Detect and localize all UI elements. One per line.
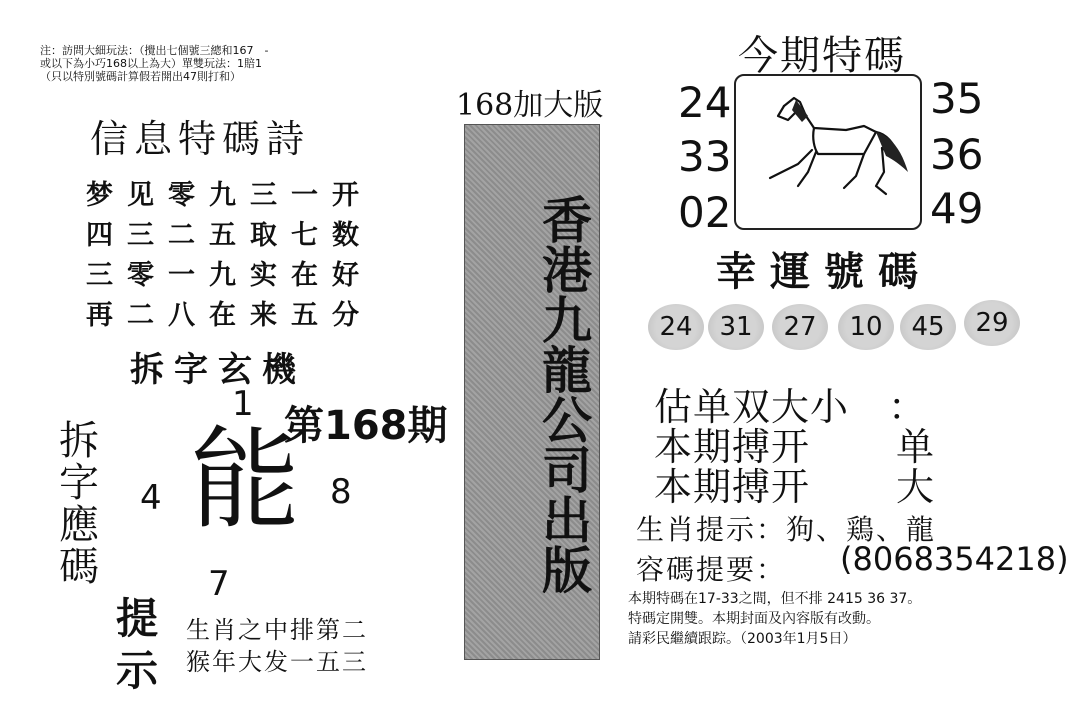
code-hint <box>636 548 786 588</box>
guess-row1-value: 单 <box>896 425 935 469</box>
lucky-ball-1: 24 <box>648 304 704 350</box>
guess-row2-label: 本期搏开 <box>654 465 811 509</box>
special-right-3: 49 <box>930 184 984 233</box>
footer-line-2: 特碼定開雙。本期封面及內容版有改動。 <box>628 611 880 627</box>
zodiac-value: ：狗、鶏、龍 <box>756 513 937 546</box>
hint-line-2: 猴年大发一五三 <box>186 648 368 676</box>
riddle-num-top: 1 <box>232 384 254 424</box>
special-left-2: 33 <box>678 132 732 181</box>
lucky-ball-4: 10 <box>838 304 894 350</box>
poem-title: 信息特碼詩 <box>90 117 311 161</box>
vertical-char-2: 字 <box>59 460 99 506</box>
publisher-banner <box>464 124 600 660</box>
riddle-num-bottom: 7 <box>208 564 230 604</box>
zodiac-label: 生肖提示 <box>636 513 757 546</box>
rules-note <box>40 44 380 83</box>
riddle-num-right: 8 <box>330 472 352 512</box>
note-line-1: 注：訪問大細玩法：（攪出七個號三總和167 - <box>40 44 269 57</box>
publisher-banner-text: 香港九龍公司出版 <box>534 194 593 594</box>
lucky-ball-3: 27 <box>772 304 828 350</box>
horse-frame <box>734 74 922 230</box>
lucky-ball-5: 45 <box>900 304 956 350</box>
riddle-big-char: 能 <box>190 416 300 544</box>
riddle-title: 拆字玄機 <box>130 350 306 390</box>
footer-line-1: 本期特碼在17-33之間，但不排 2415 36 37。 <box>628 591 922 607</box>
riddle-num-left: 4 <box>140 478 162 518</box>
poem-line-2: 四三二五取七数 <box>86 220 373 251</box>
special-left-1: 24 <box>678 78 732 127</box>
note-line-3: （只以特別號碼計算假若開出47則打和） <box>40 70 241 83</box>
lucky-ball-6: 29 <box>964 300 1020 346</box>
issue-number: 第168期 <box>284 403 448 449</box>
poem-line-4: 再二八在来五分 <box>86 300 373 331</box>
hint-line-1: 生肖之中排第二 <box>186 616 368 644</box>
vertical-char-1: 拆 <box>59 418 99 464</box>
poem-line-1: 梦见零九三一开 <box>86 180 373 211</box>
hint-label-1: 提 <box>116 594 159 643</box>
horse-icon <box>736 76 920 228</box>
special-left-3: 02 <box>678 188 732 237</box>
code-colon: ： <box>756 553 787 586</box>
lucky-title: 幸運號碼 <box>716 248 932 295</box>
code-label: 容碼提要 <box>636 553 757 586</box>
poem-line-3: 三零一九实在好 <box>86 260 373 291</box>
vertical-char-3: 應 <box>59 502 99 548</box>
hint-label-2: 示 <box>116 646 159 695</box>
lucky-ball-2: 31 <box>708 304 764 350</box>
poem-body <box>86 176 373 336</box>
guess-row2-value: 大 <box>896 465 935 509</box>
guess-colon: ： <box>888 385 927 429</box>
edition-label: 168加大版 <box>456 88 604 123</box>
riddle-vertical-label <box>56 420 102 588</box>
vertical-char-4: 碼 <box>59 544 99 590</box>
note-line-2: 或以下為小巧168以上為大）單雙玩法：1賠1 <box>40 57 262 70</box>
code-number: (8068354218) <box>840 540 1069 578</box>
special-title: 今期特碼 <box>738 33 906 79</box>
special-right-2: 36 <box>930 130 984 179</box>
footer-line-3: 請彩民繼續跟踪。（2003年1月5日） <box>628 631 857 647</box>
guess-heading: 估单双大小 <box>654 385 850 429</box>
special-right-1: 35 <box>930 74 984 123</box>
guess-row1-label: 本期搏开 <box>654 425 811 469</box>
